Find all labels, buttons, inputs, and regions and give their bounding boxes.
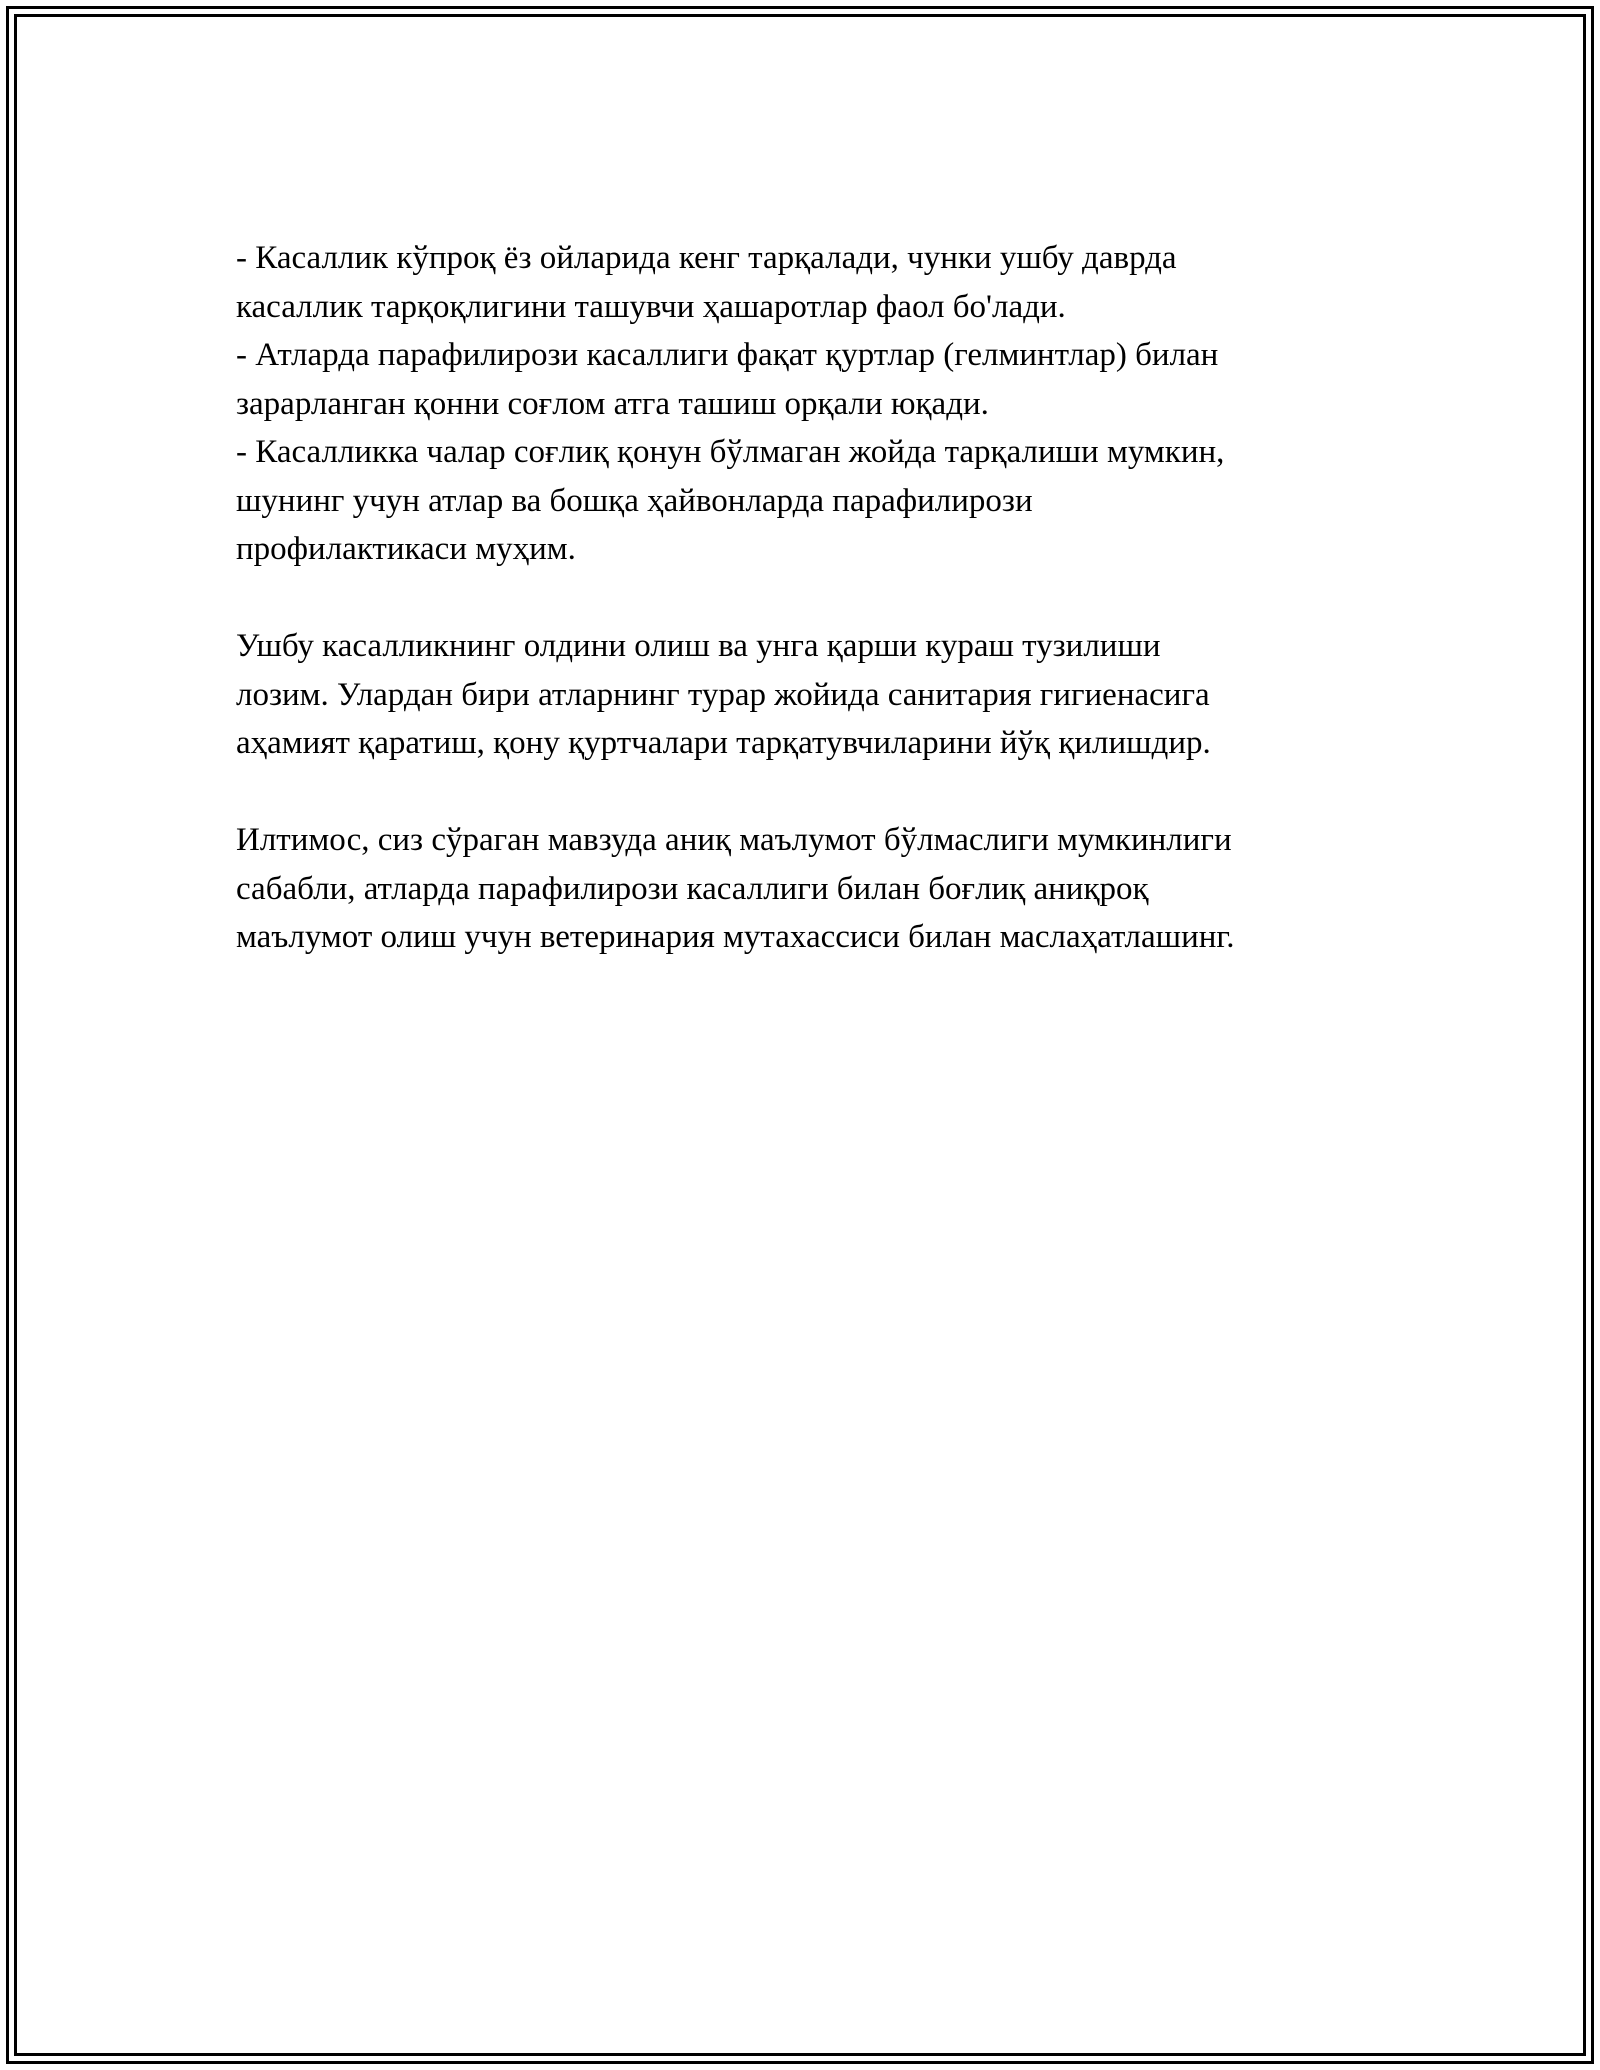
text-line: Ушбу касалликнинг олдини олиш ва унга қарши кураш тузилиши <box>236 628 1161 664</box>
text-line: Илтимос, сиз сўраган мавзуда аниқ маълумот бўлмаслиги мумкинлиги <box>236 822 1232 858</box>
paragraph-spacer <box>236 768 1416 817</box>
text-line: зарарланган қонни соғлом атга ташиш орқали юқади. <box>236 385 989 422</box>
paragraph-symptoms-list <box>236 234 1416 574</box>
text-line: сабабли, атларда парафилирози касаллиги билан боғлиқ аниқроқ <box>236 870 1149 907</box>
text-line: - Атларда парафилирози касаллиги фақат қуртлар (гелминтлар) билан <box>236 337 1219 373</box>
paragraph-prevention <box>236 622 1416 768</box>
text-line: касаллик тарқоқлигини ташувчи ҳашаротлар фаол бо'лади. <box>236 288 1066 325</box>
text-line: шунинг учун атлар ва бошқа ҳайвонларда парафилирози <box>236 482 1033 519</box>
paragraph-disclaimer <box>236 816 1416 962</box>
document-body <box>236 234 1416 962</box>
paragraph-spacer <box>236 574 1416 623</box>
text-line: - Касалликка чалар соғлиқ қонун бўлмаган жойда тарқалиши мумкин, <box>236 434 1225 470</box>
text-line: лозим. Улардан бири атларнинг турар жойида санитария гигиенасига <box>236 676 1210 713</box>
text-line: профилактикаси муҳим. <box>236 531 576 567</box>
text-line: аҳамият қаратиш, қону қуртчалари тарқатувчиларини йўқ қилишдир. <box>236 725 1211 761</box>
text-line: - Касаллик кўпроқ ёз ойларида кенг тарқалади, чунки ушбу даврда <box>236 240 1177 276</box>
text-line: маълумот олиш учун ветеринария мутахассиси билан маслаҳатлашинг. <box>236 919 1235 955</box>
